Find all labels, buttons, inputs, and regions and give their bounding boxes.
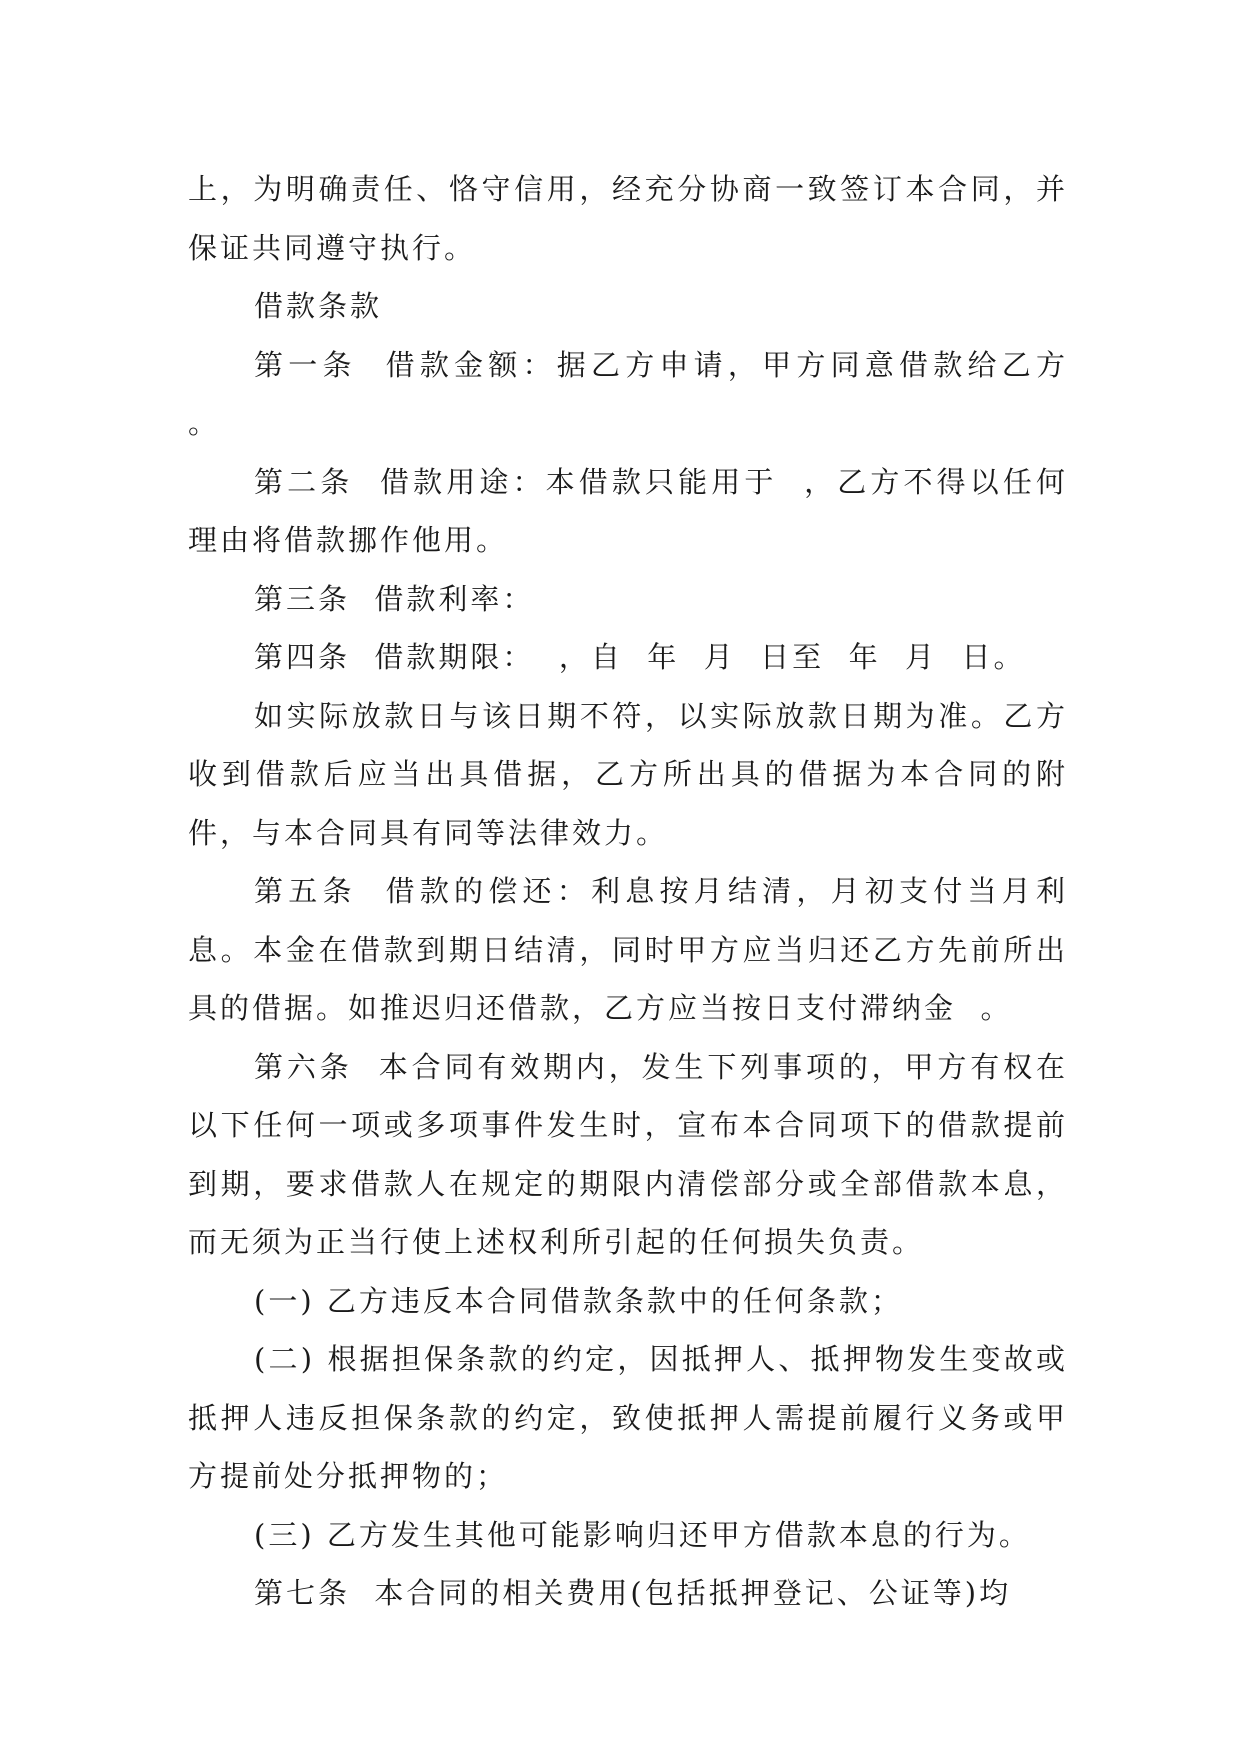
article-1-loan-amount: 第一条 借款金额：据乙方申请，甲方同意借款给乙方 。 <box>188 347 1093 440</box>
article-3-interest-rate: 第三条 借款利率： <box>254 581 535 616</box>
paragraph-disbursement-date: 如实际放款日与该日期不符，以实际放款日期为准。乙方收到借款后应当出具借据，乙方所出具的借据为本合同的附件，与本合同具有同等法律效力。 <box>188 698 1068 850</box>
article-7-fees: 第七条 本合同的相关费用(包括抵押登记、公证等)均 <box>254 1576 1012 1610</box>
article-2-loan-purpose: 第二条 借款用途：本借款只能用于 ，乙方不得以任何理由将借款挪作他用。 <box>188 464 1068 557</box>
clause-item-3: (三) 乙方发生其他可能影响归还甲方借款本息的行为。 <box>254 1517 1031 1552</box>
clause-item-2: (二) 根据担保条款的约定，因抵押人、抵押物发生变故或抵押人违反担保条款的约定，致使抵押人需提前履行义务或甲方提前处分抵押物的； <box>188 1342 1068 1493</box>
contract-text-body <box>188 160 1093 1623</box>
article-6-acceleration: 第六条 本合同有效期内，发生下列事项的，甲方有权在以下任何一项或多项事件发生时，宣布本合同项下的借款提前到期，要求借款人在规定的期限内清偿部分或全部借款本息，而无须为正当行使上述权利所引起的任何损失负责。 <box>188 1049 1068 1259</box>
clause-item-1: (一) 乙方违反本合同借款条款中的任何条款； <box>254 1283 903 1318</box>
section-heading-loan-terms: 借款条款 <box>254 289 383 323</box>
article-4-loan-term: 第四条 借款期限： ，自 年 月 日至 年 月 日。 <box>254 640 1026 674</box>
article-5-repayment: 第五条 借款的偿还：利息按月结清，月初支付当月利息。本金在借款到期日结清，同时甲方应当归还乙方先前所出具的借据。如推迟归还借款，乙方应当按日支付滞纳金 。 <box>188 874 1068 1025</box>
paragraph-continuation: 上，为明确责任、恪守信用，经充分协商一致签订本合同，并保证共同遵守执行。 <box>188 172 1068 265</box>
